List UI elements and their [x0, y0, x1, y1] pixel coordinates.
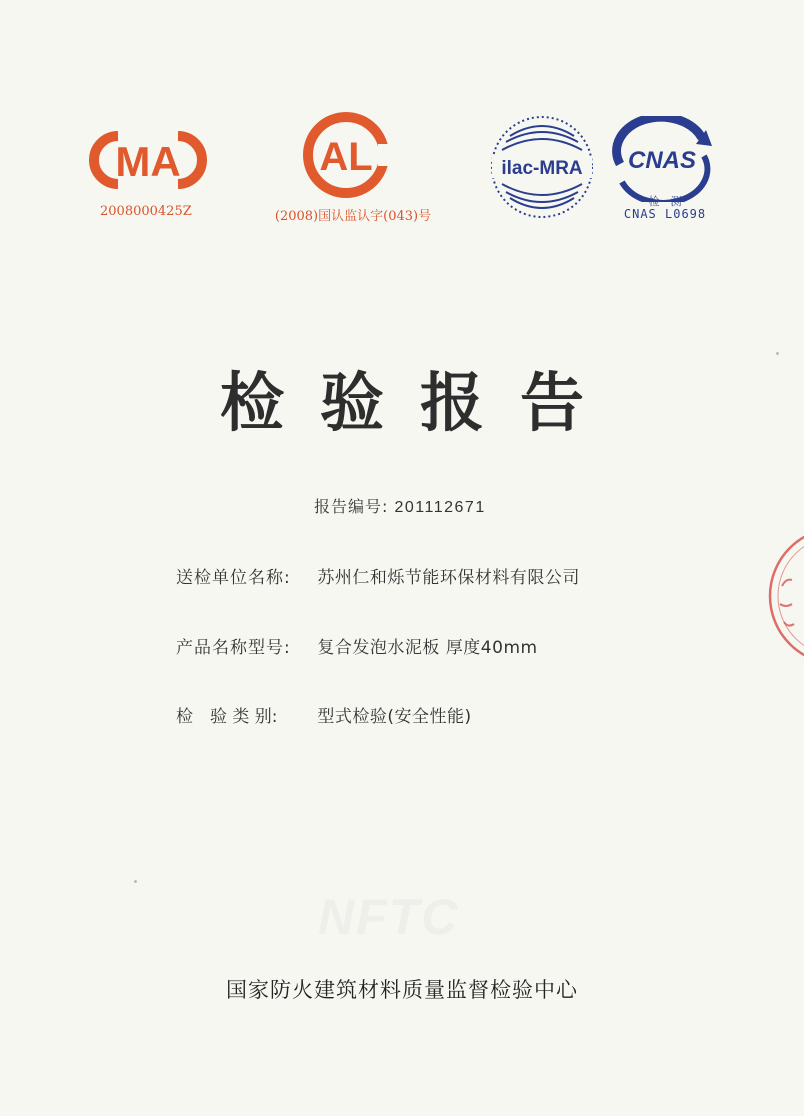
field-value: 复合发泡水泥板 厚度40mm — [317, 638, 538, 658]
cnas-caption — [620, 196, 710, 220]
speck — [776, 352, 779, 355]
cnas-caption-line2: CNAS L0698 — [623, 207, 707, 221]
cma-logo — [88, 126, 208, 194]
field-product-name — [176, 633, 538, 658]
cma-number: 2008000425Z — [100, 204, 192, 219]
field-label: 送检单位名称: — [176, 568, 291, 588]
field-submitting-unit — [176, 563, 580, 588]
ilac-logo-text: ilac-MRA — [501, 158, 583, 179]
cal-number: (2008)国认监认字(043)号 — [274, 209, 432, 224]
organization-name: 国家防火建筑材料质量监督检验中心 — [226, 978, 578, 1002]
speck — [134, 880, 137, 883]
cal-logo — [294, 110, 398, 200]
official-stamp — [760, 526, 804, 666]
field-label: 检 验 类 别: — [176, 707, 278, 727]
watermark: NFTC — [318, 889, 460, 945]
field-value: 型式检验(安全性能) — [317, 707, 472, 727]
field-inspection-type — [176, 702, 472, 727]
field-label: 产品名称型号: — [176, 638, 291, 658]
cnas-caption-line1: 检 测 — [648, 195, 682, 208]
cnas-logo — [606, 116, 718, 202]
report-number — [314, 494, 486, 517]
field-value: 苏州仁和烁节能环保材料有限公司 — [317, 568, 580, 588]
cnas-logo-text: CNAS — [627, 147, 697, 174]
report-number-label: 报告编号: — [314, 497, 389, 516]
cma-logo-text: MA — [115, 138, 181, 185]
cal-logo-text: AL — [319, 135, 373, 179]
ilac-mra-logo — [486, 112, 598, 222]
report-number-value: 201112671 — [394, 499, 486, 516]
report-title: 检验报告 — [220, 366, 620, 441]
